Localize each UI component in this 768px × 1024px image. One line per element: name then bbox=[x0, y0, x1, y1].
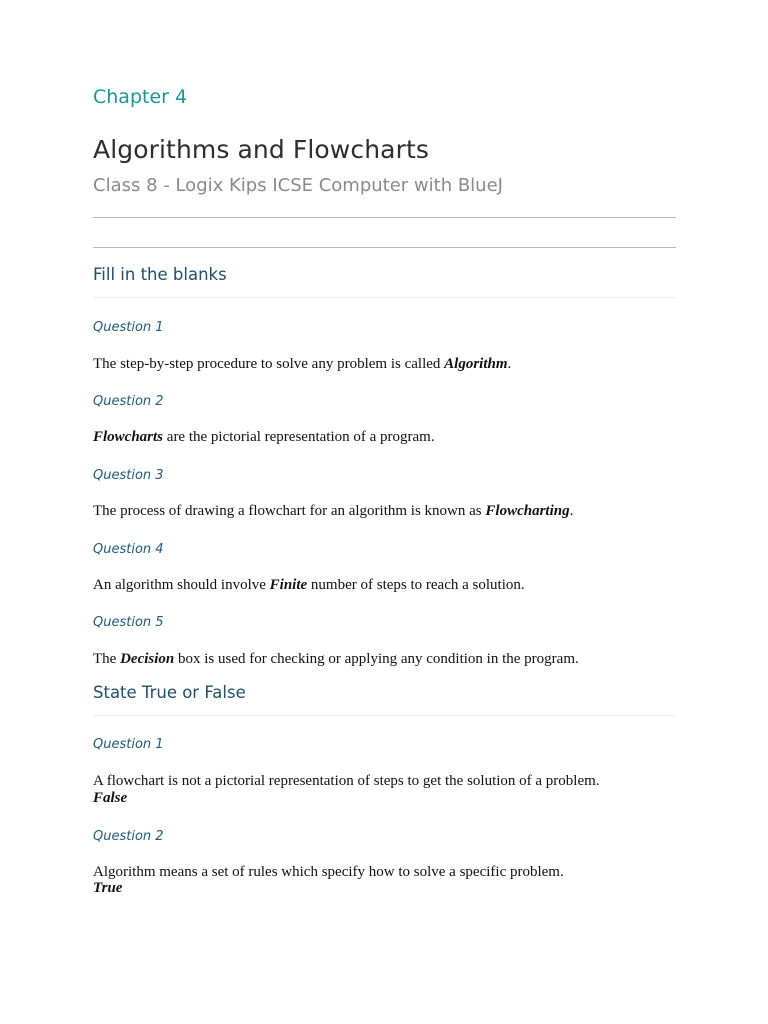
question-text-before: The process of drawing a flowchart for an algorithm is known as bbox=[93, 503, 486, 519]
question-text-before: The bbox=[93, 651, 121, 667]
question-text-after: box is used for checking or applying any condition in the program. bbox=[174, 651, 579, 667]
page-title: Algorithms and Flowcharts bbox=[93, 135, 429, 164]
chapter-label: Chapter 4 bbox=[93, 86, 188, 108]
question-text bbox=[93, 651, 579, 667]
section-heading-fill-blanks: Fill in the blanks bbox=[93, 265, 227, 284]
question-label: Question 3 bbox=[93, 468, 164, 483]
section-heading-true-false: State True or False bbox=[93, 683, 246, 702]
header-divider bbox=[93, 217, 676, 218]
question-text bbox=[93, 429, 435, 445]
question-label: Question 2 bbox=[93, 394, 164, 409]
question-text-before: The step-by-step procedure to solve any problem is called bbox=[93, 356, 445, 372]
section-underline bbox=[93, 297, 676, 298]
section-underline bbox=[93, 715, 676, 716]
answer-value bbox=[93, 880, 122, 896]
question-label: Question 1 bbox=[93, 737, 164, 752]
question-text: A flowchart is not a pictorial representation of steps to get the solution of a problem. bbox=[93, 773, 600, 789]
question-text-after: . bbox=[507, 356, 512, 372]
question-text bbox=[93, 577, 525, 593]
question-text bbox=[93, 356, 511, 372]
answer-value bbox=[93, 790, 127, 806]
question-text-before: An algorithm should involve bbox=[93, 577, 270, 593]
section-divider bbox=[93, 247, 676, 248]
question-text: Algorithm means a set of rules which specify how to solve a specific problem. bbox=[93, 864, 564, 880]
question-text-after: number of steps to reach a solution. bbox=[307, 577, 525, 593]
question-text-after: are the pictorial representation of a program. bbox=[163, 429, 435, 445]
question-label: Question 2 bbox=[93, 829, 164, 844]
question-label: Question 1 bbox=[93, 320, 164, 335]
answer-word: Decision bbox=[120, 651, 175, 667]
answer-word: True bbox=[93, 880, 123, 896]
question-label: Question 5 bbox=[93, 615, 164, 630]
answer-word: Flowcharts bbox=[93, 429, 164, 445]
question-text-after: . bbox=[569, 503, 574, 519]
answer-word: False bbox=[93, 790, 128, 806]
question-text bbox=[93, 503, 573, 519]
page-subtitle: Class 8 - Logix Kips ICSE Computer with BlueJ bbox=[93, 175, 503, 196]
answer-word: Algorithm bbox=[444, 356, 508, 372]
answer-word: Finite bbox=[269, 577, 308, 593]
question-label: Question 4 bbox=[93, 542, 164, 557]
answer-word: Flowcharting bbox=[485, 503, 570, 519]
